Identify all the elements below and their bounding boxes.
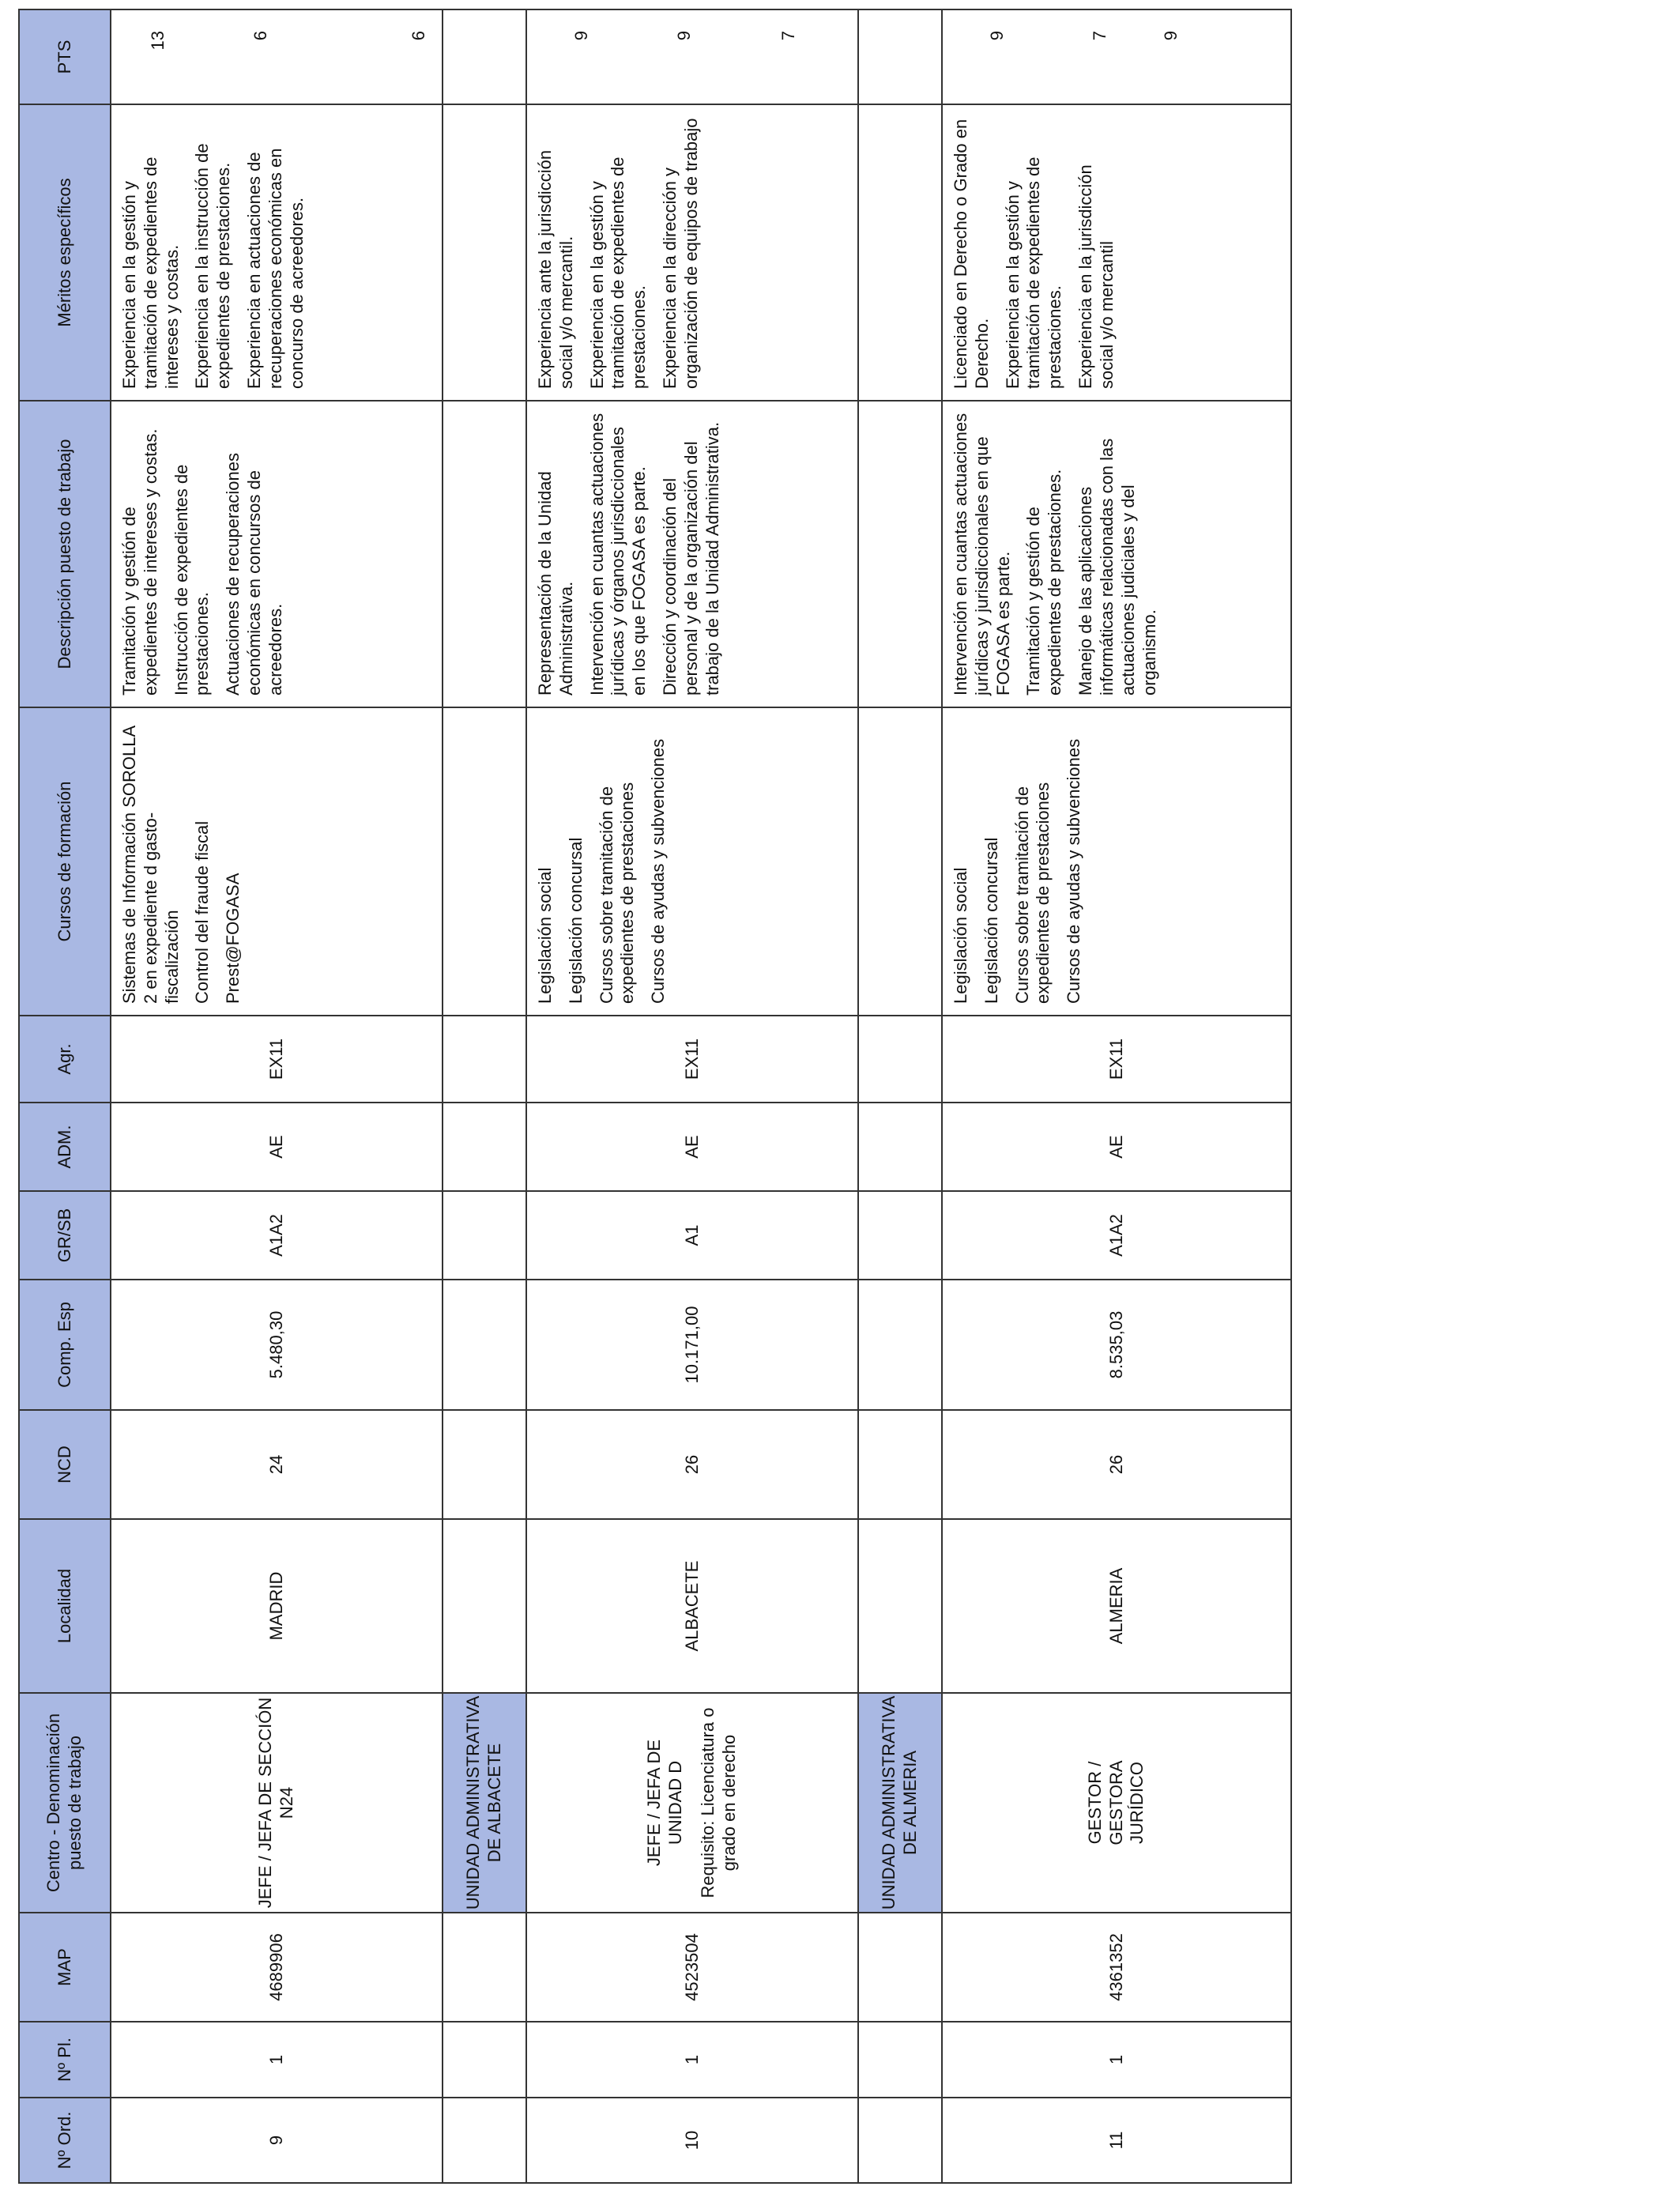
curso-item: Control del fraude fiscal [192, 820, 213, 1004]
curso-item: Legislación social [535, 867, 555, 1004]
descripcion-item: Intervención en cuantas actuaciones jurídicas y jurisdiccionales en que FOGASA es parte. [951, 413, 1013, 696]
pts-value: 13 [148, 31, 168, 51]
map-cell: 4689906 [111, 1913, 443, 2022]
adm-cell: AE [111, 1103, 443, 1191]
puesto-name: JEFE / JEFA DE SECCIÓN N24 [255, 1697, 296, 1909]
section-row [858, 9, 942, 2183]
header-pl: Nº Pl. [19, 2022, 111, 2098]
pts-value: 9 [674, 31, 694, 41]
descripcion-item: Dirección y coordinación del personal y de la organización del trabajo de la Unidad Administrativa. [660, 421, 722, 696]
agr-cell: EX11 [111, 1016, 443, 1103]
puesto-cell [111, 1693, 443, 1913]
header-map: MAP [19, 1913, 111, 2022]
section-title-albacete: UNIDAD ADMINISTRATIVA DE ALBACETE [443, 1693, 526, 1913]
localidad-cell: ALBACETE [526, 1519, 858, 1693]
localidad-cell: MADRID [111, 1519, 443, 1693]
curso-item: Sistemas de Información SOROLLA 2 en expediente d gasto-fiscalización [119, 726, 182, 1004]
ncd-cell: 24 [111, 1410, 443, 1519]
descripcion-item: Manejo de las aplicaciones informáticas relacionadas con las actuaciones judiciales y del organismo. [1075, 438, 1159, 696]
grsb-cell: A1 [526, 1191, 858, 1280]
pl-cell: 1 [526, 2022, 858, 2098]
agr-cell: EX11 [526, 1016, 858, 1103]
curso-item: Legislación concursal [565, 837, 586, 1004]
localidad-cell: ALMERIA [942, 1519, 1291, 1693]
descripcion-item: Instrucción de expedientes de prestaciones. [171, 464, 213, 696]
pts-value: 7 [778, 31, 798, 41]
curso-item: Legislación social [951, 867, 970, 1004]
header-agr: Agr. [19, 1016, 111, 1103]
section-row [443, 9, 526, 2183]
pts-cell [942, 9, 1291, 104]
merito-item: Experiencia en actuaciones de recuperaciones económicas en concurso de acreedores. [244, 148, 307, 389]
grsb-cell: A1A2 [111, 1191, 443, 1280]
meritos-cell [111, 104, 443, 401]
pts-cell [111, 9, 443, 104]
ncd-cell: 26 [526, 1410, 858, 1519]
descripcion-item: Intervención en cuantas actuaciones jurídicas y órganos jurisdiccionales en los que FOGASA es parte. [586, 413, 650, 696]
pl-cell: 1 [111, 2022, 443, 2098]
descripcion-cell [526, 401, 858, 707]
merito-item: Experiencia en la gestión y tramitación de expedientes de prestaciones. [1002, 156, 1065, 389]
meritos-cell [526, 104, 858, 401]
curso-item: Cursos de ayudas y subvenciones [1064, 738, 1084, 1004]
table-row [942, 9, 1291, 2183]
puesto-name: GESTOR / GESTORA JURÍDICO [1084, 1760, 1147, 1845]
adm-cell: AE [942, 1103, 1291, 1191]
puesto-requisito: Requisito: Licenciatura o grado en derecho [698, 1707, 739, 1898]
puesto-name: JEFE / JEFA DE UNIDAD D [644, 1739, 686, 1867]
header-meritos: Méritos específicos [19, 104, 111, 401]
merito-item: Experiencia en la gestión y tramitación de expedientes de intereses y costas. [119, 156, 182, 389]
header-adm: ADM. [19, 1103, 111, 1191]
merito-item: Experiencia en la jurisdicción social y/o mercantil [1075, 164, 1117, 389]
header-cursos: Cursos de formación [19, 707, 111, 1016]
merito-item: Experiencia en la gestión y tramitación de expedientes de prestaciones. [586, 156, 650, 389]
header-pts: PTS [19, 9, 111, 104]
grsb-cell: A1A2 [942, 1191, 1291, 1280]
pts-value: 6 [250, 31, 270, 41]
ncd-cell: 26 [942, 1410, 1291, 1519]
header-localidad: Localidad [19, 1519, 111, 1693]
curso-item: Cursos sobre tramitación de expedientes de prestaciones [596, 782, 638, 1004]
pts-value: 6 [409, 31, 428, 41]
cursos-cell [942, 707, 1291, 1016]
section-title-almeria: UNIDAD ADMINISTRATIVA DE ALMERIA [858, 1693, 942, 1913]
curso-item: Cursos sobre tramitación de expedientes de prestaciones [1011, 782, 1053, 1004]
descripcion-cell [111, 401, 443, 707]
agr-cell: EX11 [942, 1016, 1291, 1103]
merito-item: Experiencia ante la jurisdicción social y/o mercantil. [535, 149, 576, 389]
pl-cell: 1 [942, 2022, 1291, 2098]
pts-value: 9 [571, 31, 591, 41]
puesto-cell [526, 1693, 858, 1913]
pts-cell [526, 9, 858, 104]
rotated-table-wrapper [18, 10, 1290, 2184]
header-descripcion: Descripción puesto de trabajo [19, 401, 111, 707]
header-centro: Centro - Denominación puesto de trabajo [19, 1693, 111, 1913]
header-grsb: GR/SB [19, 1191, 111, 1280]
map-cell: 4361352 [942, 1913, 1291, 2022]
descripcion-item: Tramitación y gestión de expedientes de intereses y costas. [119, 428, 160, 696]
curso-item: Cursos de ayudas y subvenciones [648, 738, 669, 1004]
adm-cell: AE [526, 1103, 858, 1191]
ord-cell: 9 [111, 2098, 443, 2183]
descripcion-item: Actuaciones de recuperaciones económicas en concursos de acreedores. [223, 453, 285, 696]
curso-item: Prest@FOGASA [223, 873, 243, 1004]
comp-cell: 8.535,03 [942, 1280, 1291, 1410]
header-row [19, 9, 111, 2183]
merito-item: Experiencia en la dirección y organización de equipos de trabajo [660, 118, 701, 389]
meritos-cell [942, 104, 1291, 401]
header-comp: Comp. Esp [19, 1280, 111, 1410]
table-row [526, 9, 858, 2183]
table-row [111, 9, 443, 2183]
header-ord: Nº Ord. [19, 2098, 111, 2183]
job-positions-table [18, 9, 1292, 2184]
ord-cell: 11 [942, 2098, 1291, 2183]
curso-item: Legislación concursal [981, 837, 1001, 1004]
cursos-cell [111, 707, 443, 1016]
pts-value: 9 [987, 31, 1007, 41]
descripcion-item: Representación de la Unidad Administrativa. [535, 471, 576, 696]
map-cell: 4523504 [526, 1913, 858, 2022]
merito-item: Experiencia en la instrucción de expedientes de prestaciones. [192, 143, 234, 389]
descripcion-item: Tramitación y gestión de expedientes de prestaciones. [1023, 469, 1065, 696]
merito-item: Licenciado en Derecho o Grado en Derecho. [951, 119, 992, 389]
descripcion-cell [942, 401, 1291, 707]
header-ncd: NCD [19, 1410, 111, 1519]
pts-value: 7 [1090, 31, 1109, 41]
comp-cell: 5.480,30 [111, 1280, 443, 1410]
cursos-cell [526, 707, 858, 1016]
pts-value: 9 [1161, 31, 1181, 41]
puesto-cell [942, 1693, 1291, 1913]
ord-cell: 10 [526, 2098, 858, 2183]
comp-cell: 10.171,00 [526, 1280, 858, 1410]
